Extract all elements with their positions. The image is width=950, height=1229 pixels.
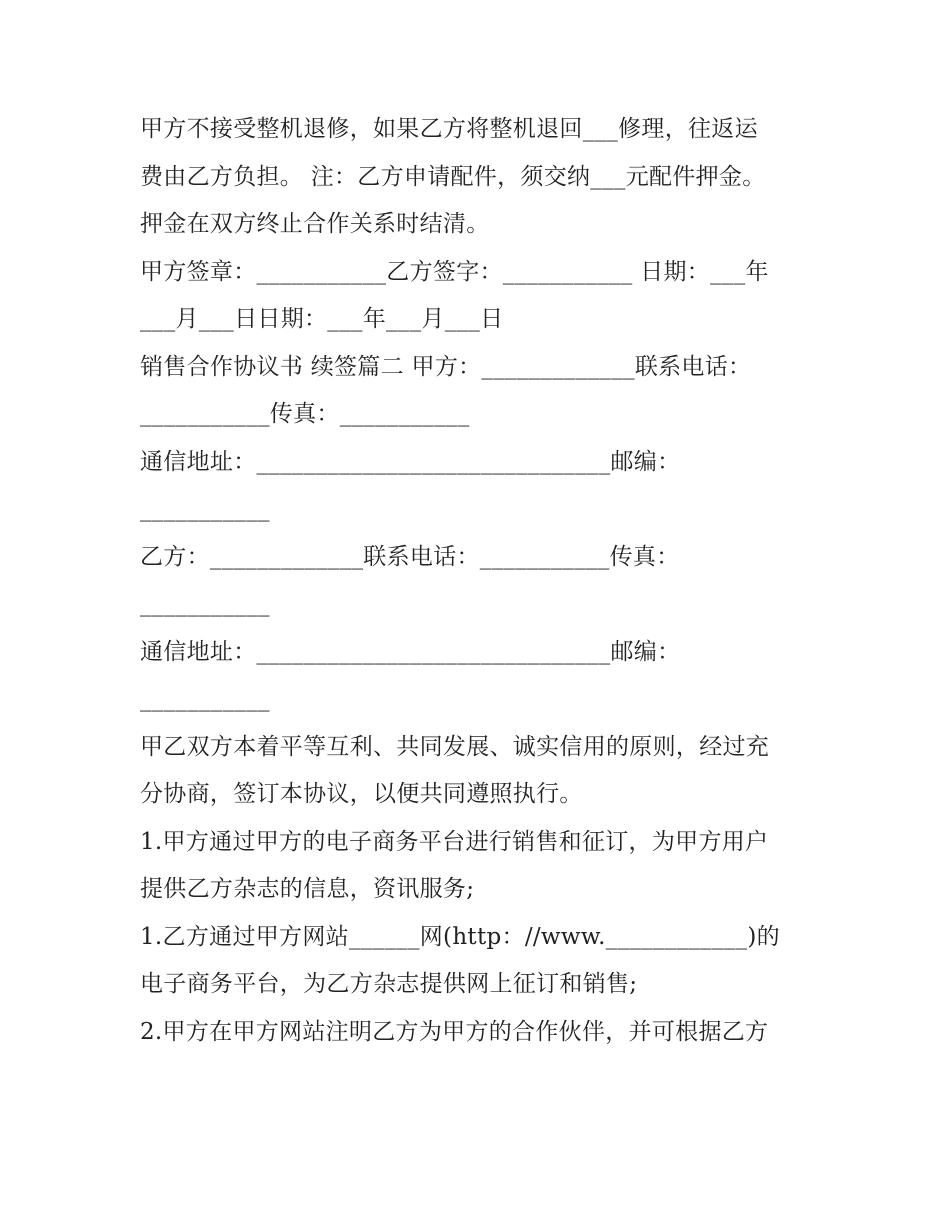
clause-line: 电子商务平台，为乙方杂志提供网上征订和销售; — [140, 971, 638, 997]
blank-line: ___________ — [140, 496, 270, 522]
clause-line: 1.甲方通过甲方的电子商务平台进行销售和征订，为甲方用户 — [140, 828, 769, 855]
text-line: 甲乙双方本着平等互利、共同发展、诚实信用的原则，经过充 — [140, 733, 770, 760]
clause-line: 提供乙方杂志的信息，资讯服务; — [140, 876, 475, 902]
text-line: 甲方不接受整机退修，如果乙方将整机退回___修理，往返运 — [140, 116, 758, 142]
address-line: 通信地址：______________________________邮编： — [140, 638, 681, 665]
party-b-line: 乙方：_____________联系电话：___________传真： — [140, 543, 680, 570]
document-body — [140, 106, 820, 1056]
clause-line: 1.乙方通过甲方网站______网(http：//www.____________)的 — [140, 923, 780, 950]
signature-line: 甲方签章：___________乙方签字：___________ 日期：___年 — [140, 258, 769, 285]
blank-line: ___________ — [140, 686, 270, 712]
address-line: 通信地址：______________________________邮编： — [140, 448, 681, 475]
fax-line: ___________传真：___________ — [140, 401, 470, 427]
text-line: 押金在双方终止合作关系时结清。 — [140, 211, 490, 237]
clause-line: 2.甲方在甲方网站注明乙方为甲方的合作伙伴，并可根据乙方 — [140, 1018, 769, 1045]
text-line: 分协商，签订本协议，以便共同遵照执行。 — [140, 781, 583, 807]
date-line: ___月___日日期：___年___月___日 — [140, 306, 504, 332]
section-heading-line: 销售合作协议书 续签篇二 甲方：_____________联系电话： — [140, 353, 752, 380]
blank-line: ___________ — [140, 591, 270, 617]
text-line: 费由乙方负担。 注：乙方申请配件，须交纳___元配件押金。 — [140, 163, 766, 190]
